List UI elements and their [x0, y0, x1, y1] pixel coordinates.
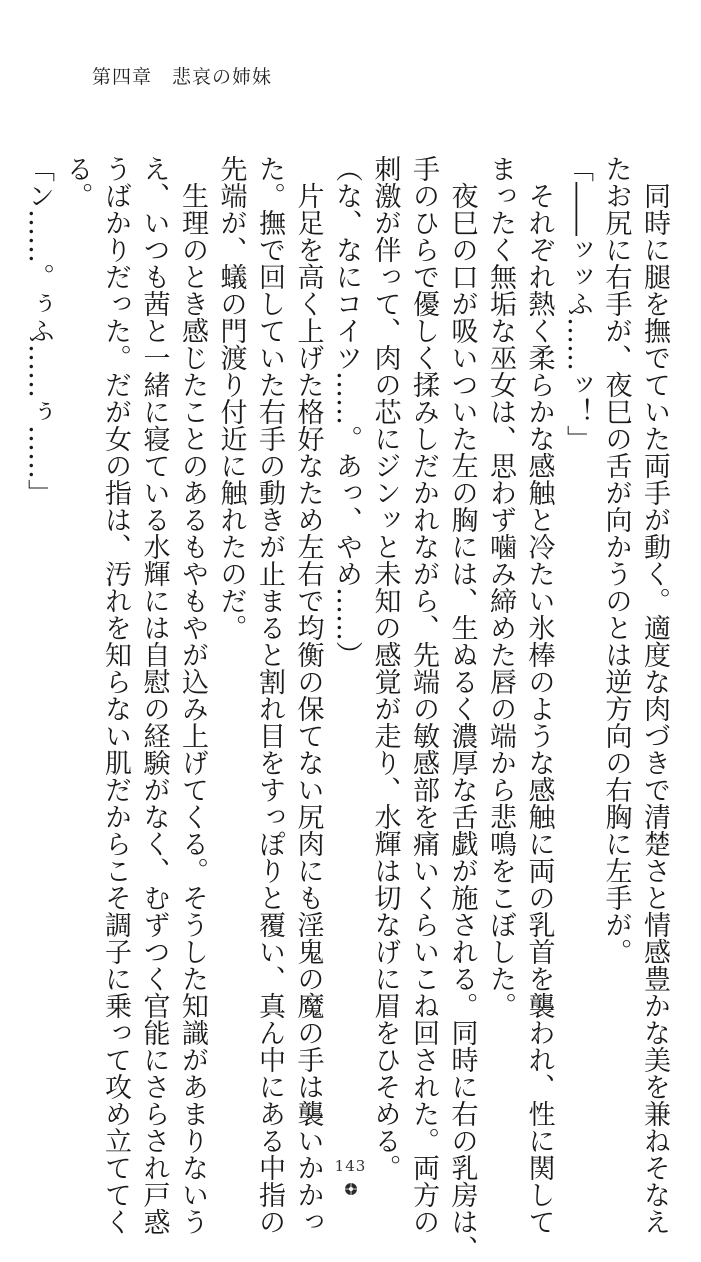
page-footer: [0, 1157, 701, 1200]
flower-ornament-icon: [344, 1181, 358, 1200]
text-line: 片足を高く上げた格好なため左右で均衡の保てない尻肉にも淫鬼の魔の手は襲いかかっ: [292, 155, 324, 1235]
text-line: それぞれ熱く柔らかな感触と冷たい氷棒のような感触に両の乳首を襲われ、性に関して: [523, 155, 555, 1235]
text-line: 「――ッッふ……ッ！」: [562, 155, 593, 452]
text-line: 刺激が伴って、肉の芯にジンッと未知の感覚が走り、水輝は切なげに眉をひそめる。: [369, 155, 401, 1181]
text-line: た。撫で回していた右手の動きが止まると割れ目をすっぽりと覆い、真ん中にある中指の: [254, 155, 285, 1235]
text-line: え、いつも茜と一緒に寝ている水輝には自慰の経験がなく、むずつく官能にさらされ戸惑: [138, 155, 170, 1235]
text-line: 同時に腿を撫でていた両手が動く。適度な肉づきで清楚さと情感豊かな美を兼ねそなえ: [639, 155, 670, 1235]
text-line: 手のひらで優しく揉みしだかれながら、先端の敏感部を痛いくらいこね回された。両方の: [408, 155, 439, 1235]
text-line: 先端が、蟻の門渡り付近に触れたのだ。: [215, 155, 247, 641]
text-line: 生理のとき感じたことのあるもやもやが込み上げてくる。そうした知識があまりないう: [177, 155, 208, 1235]
text-line: たお尻に右手が、夜巳の舌が向かうのとは逆方向の右胸に左手が。: [600, 155, 632, 965]
text-line: 夜巳の口が吸いついた左の胸には、生ぬるく濃厚な舌戯が施される。同時に右の乳房は、: [446, 155, 478, 1262]
chapter-header: 第四章 悲哀の姉妹: [92, 66, 273, 88]
text-line: （な、なにコイツ……。あっ、やめ……）: [331, 155, 362, 668]
text-line: 「ン……。ぅふ……ぅ……」: [23, 155, 54, 506]
text-line: まったく無垢な巫女は、思わず噛み締めた唇の端から悲鳴をこぼした。: [485, 155, 516, 1019]
page-number: 143: [334, 1157, 367, 1175]
text-line: る。: [61, 155, 93, 209]
text-line: うばかりだった。だが女の指は、汚れを知らない肌だからこそ調子に乗って攻め立ててく: [100, 155, 131, 1235]
